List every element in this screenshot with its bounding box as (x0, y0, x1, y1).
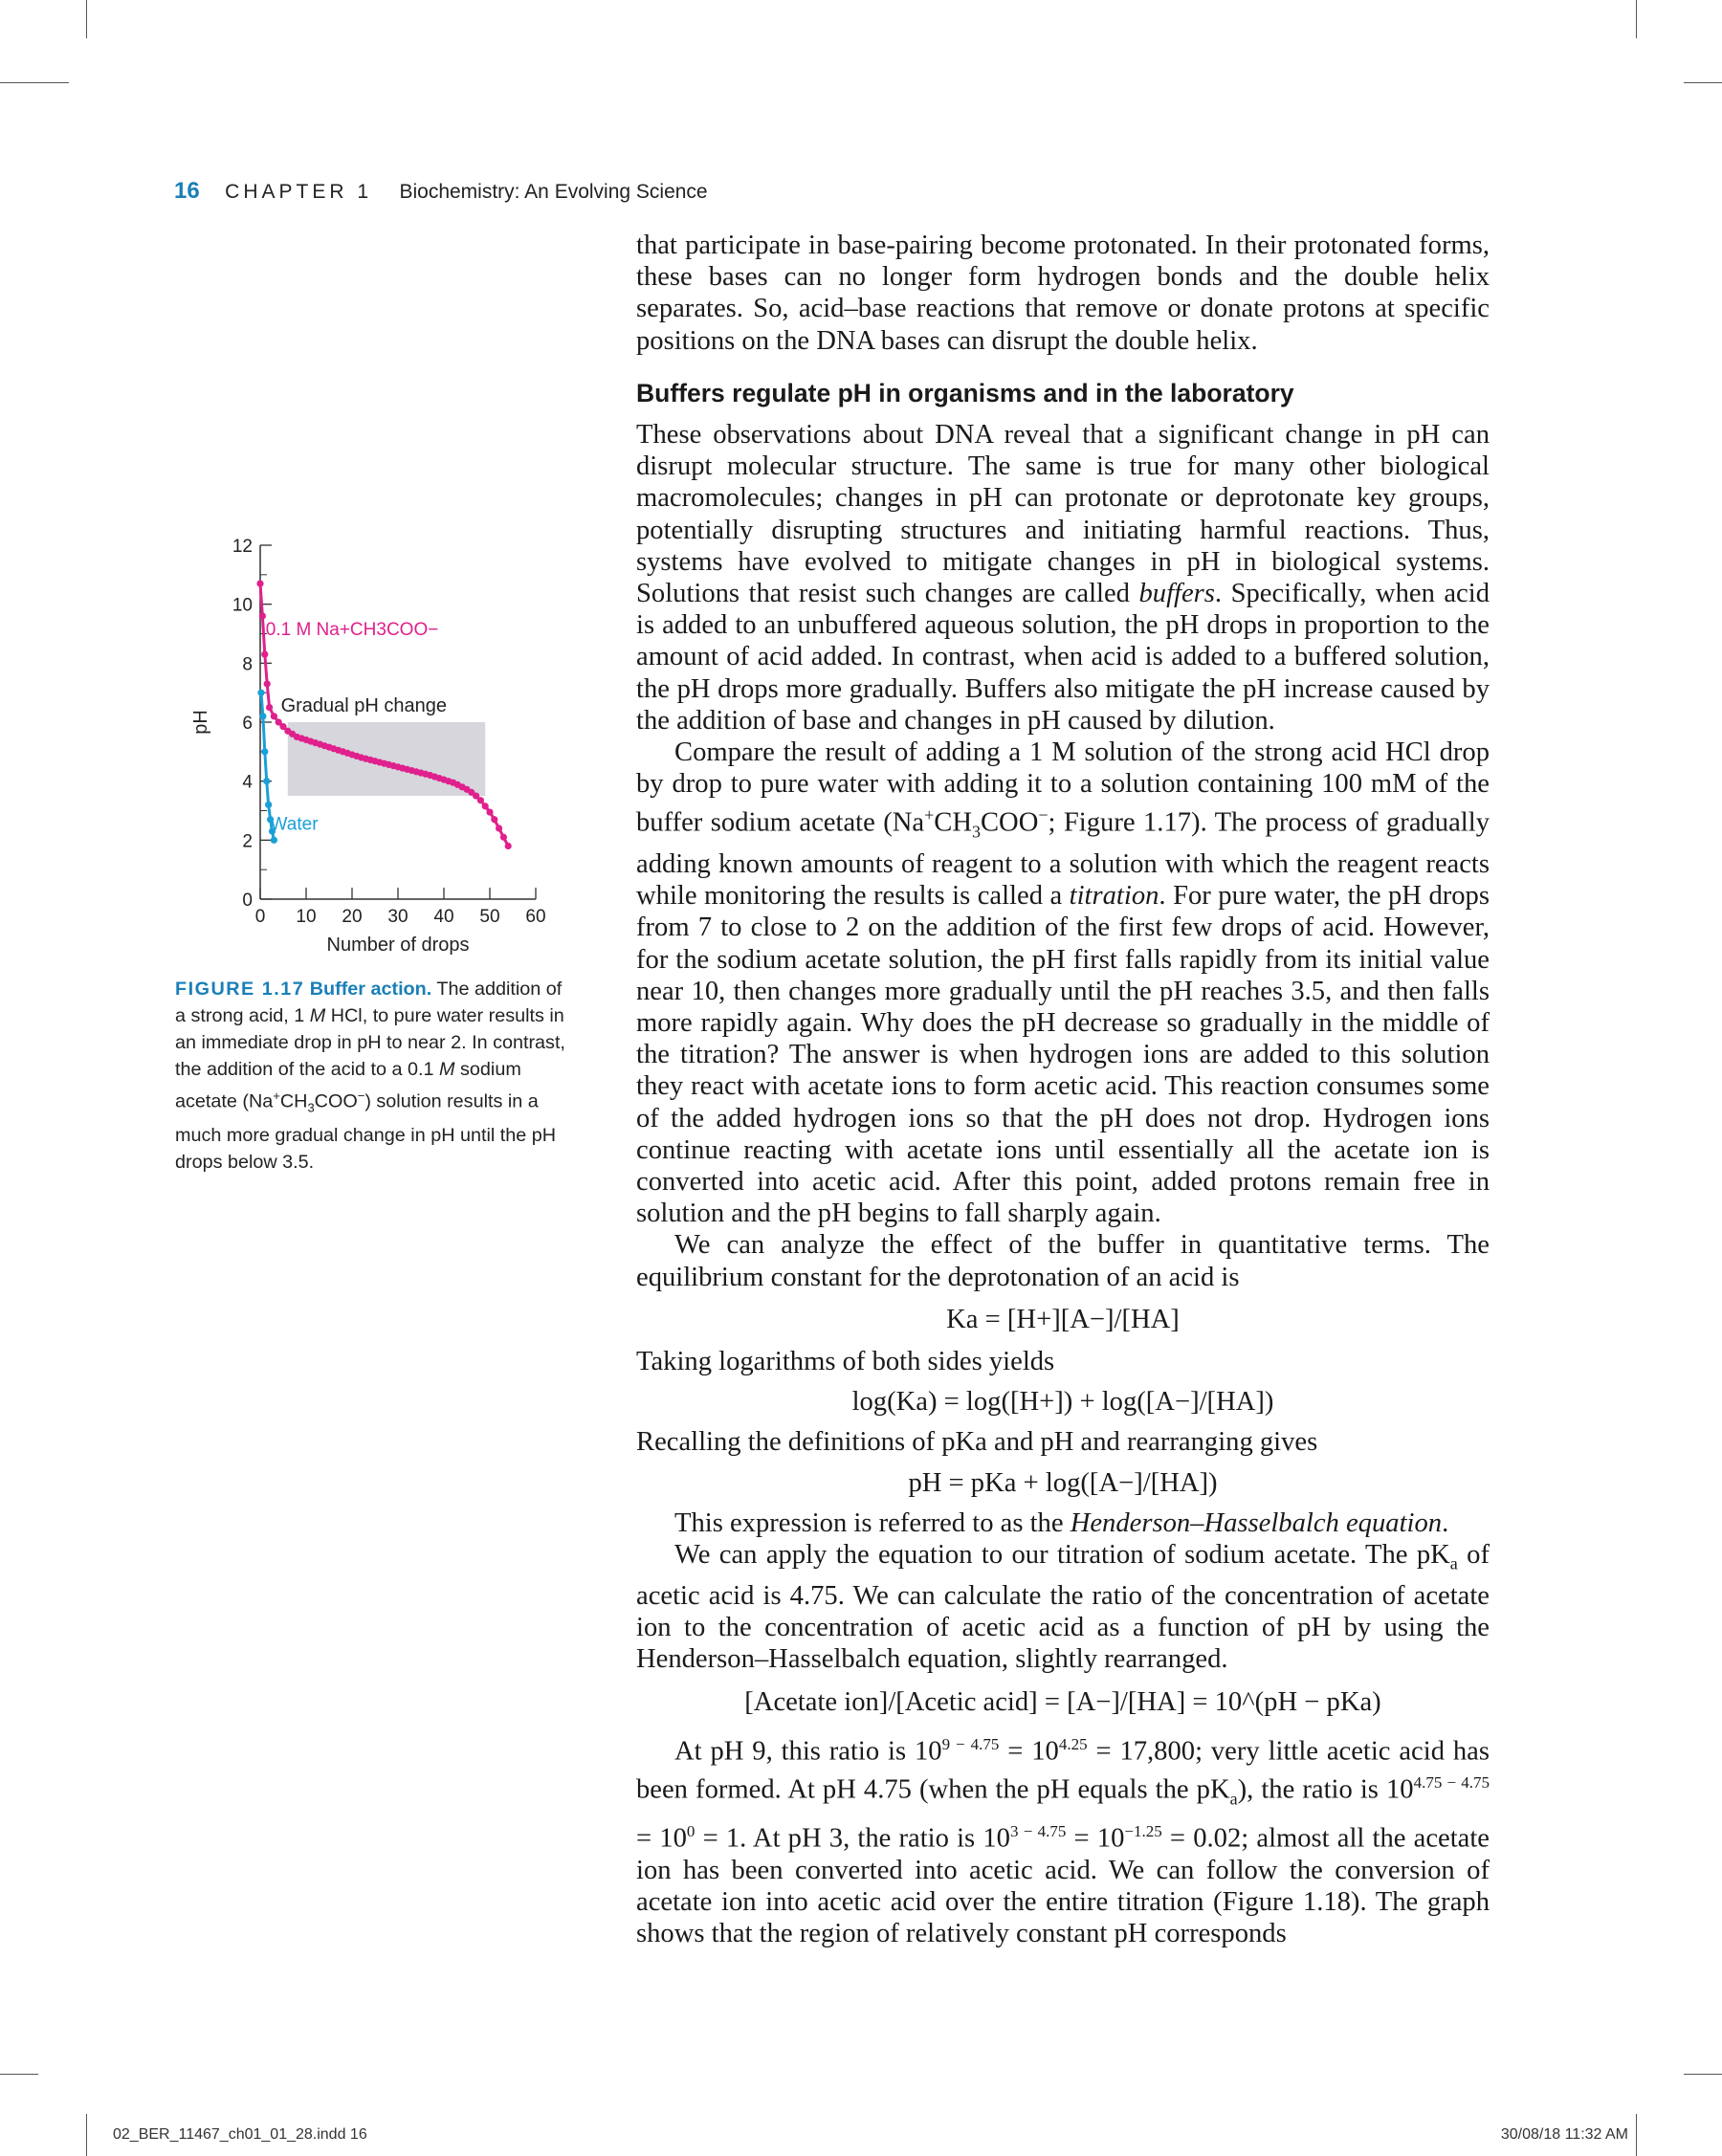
acetate-point (261, 650, 268, 657)
crop-mark (0, 82, 69, 83)
x-tick-label: 10 (296, 907, 317, 927)
y-tick-label: 8 (242, 654, 253, 675)
caption-text: The addition of a strong acid, 1 (175, 979, 563, 1026)
acetate-point (271, 713, 277, 719)
acetate-point (482, 803, 489, 809)
acetate-point (496, 825, 502, 831)
caption-molar: M (439, 1059, 455, 1080)
figure-title: Buffer action. (309, 979, 432, 1000)
body-text (636, 230, 1490, 1949)
footer-timestamp: 30/08/18 11:32 AM (1500, 2126, 1628, 2143)
x-tick-label: 20 (342, 907, 363, 927)
x-tick-label: 30 (387, 907, 408, 927)
figure-1-17-chart (188, 524, 580, 964)
crop-mark (1636, 2114, 1637, 2156)
y-tick-label: 6 (242, 714, 253, 734)
acetate-point (256, 580, 263, 586)
y-tick-label: 2 (242, 831, 253, 852)
x-tick-label: 0 (254, 907, 266, 927)
footer-file-slug: 02_BER_11467_ch01_01_28.indd 16 (113, 2126, 367, 2143)
water-point (271, 837, 277, 844)
paragraph: Compare the result of adding a 1 M solution of the strong acid HCl drop by drop to pure water with adding it to a solution containing 100 mM of the buffer sodium acetate ($Na^+CH_3COO^-$; Figure 1.17). The process of gradually adding known amounts of reagent to a solution with which the reagent reacts while monitoring the results is called a titration. For pure water, the pH drops from 7 to close to 2 on the addition of the first few drops of acid. However, for the sodium acetate solution, the pH first falls rapidly from its initial value near 10, then changes more gradually until the pH reaches 3.5, and then falls more rapidly again. Why does the pH decrease so gradually in the middle of the titration? The answer is when hydrogen ions are added to this solution they react with acetate ions to form acetic acid. This reaction consumes some of the added hydrogen ions so that the pH does not drop. Hydrogen ions continue reacting with acetate ions until essentially all the acetate ion is converted into acetic acid. After this point, added protons remain free in solution and the pH begins to fall sharply again. (636, 737, 1490, 1229)
running-header (174, 178, 708, 205)
gradual-change-label: Gradual pH change (280, 695, 448, 717)
figure-label: FIGURE 1.17 (175, 979, 305, 1000)
equation-henderson: pH = pKa + log([A−]/[HA]) (908, 1467, 1218, 1498)
caption-text: HCl, to pure water results in an immediate drop in pH to near 2. In contrast, the addition of the acid to a 0.1 (175, 1005, 565, 1080)
acetate-point (477, 797, 484, 803)
y-tick-label: 12 (232, 537, 253, 557)
equation-log: log(Ka) = log([H+]) + log([A−]/[HA]) (851, 1387, 1274, 1418)
figure-caption: FIGURE 1.17 Buffer action. The addition of a strong acid, 1 M HCl, to pure water results in an immediate drop in pH to near 2. In contrast, the addition of the acid to a 0.1 M sodium acetate $(Na^+CH_3COO^-)$ solution results in a much more gradual change in pH until the pH drops below 3.5. (175, 979, 565, 1173)
crop-mark (1684, 82, 1722, 83)
caption-text: COO (314, 1090, 358, 1112)
equation-ratio: [Acetate ion]/[Acetic acid] = [A−]/[HA] = 10^(pH − pKa) (744, 1686, 1381, 1717)
water-point (261, 748, 268, 755)
paragraph: At pH 9, this ratio is $10^{9 - 4.75} = 10^{4.25} = 17,800$; very little acetic acid has been formed. At pH 4.75 (when the pH equals the $pK_a$), the ratio is $10^{4.75 - 4.75} = 10^0 = 1$. At pH 3, the ratio is $10^{3 - 4.75} = 10^{-1.25} = 0.02$; almost all the acetate ion has been converted into acetic acid. We can follow the conversion of acetate ion into acetic acid over the entire titration (Figure 1.18). The graph shows that the region of relatively constant pH corresponds (636, 1734, 1490, 1949)
paragraph: Taking logarithms of both sides yields (636, 1346, 1055, 1376)
crop-mark (0, 2074, 38, 2075)
y-axis-label: pH (190, 710, 211, 735)
paragraph: We can analyze the effect of the buffer in quantitative terms. The equilibrium constant for the deprotonation of an acid is (636, 1230, 1490, 1292)
paragraph: These observations about DNA reveal that a significant change in pH can disrupt molecular structure. The same is true for many other biological macromolecules; changes in pH can protonate or deprotonate key groups, potentially disrupting structures and initiating harmful reactions. Thus, systems have evolved to mitigate changes in pH in biological systems. Solutions that resist such changes are called buffers. Specifically, when acid is added to an unbuffered aqueous solution, the pH drops in proportion to the amount of acid added. In contrast, when acid is added to a buffered solution, the pH drops more gradually. Buffers also mitigate the pH increase caused by the addition of base and changes in pH caused by dilution. (636, 420, 1490, 736)
water-point (259, 713, 266, 719)
section-heading: Buffers regulate pH in organisms and in the laboratory (636, 378, 1294, 407)
acetate-series-label: 0.1 M Na+CH3COO− (265, 620, 439, 641)
acetate-point (259, 612, 266, 619)
paragraph: Recalling the definitions of pKa and pH and rearranging gives (636, 1427, 1318, 1458)
titration-chart (188, 524, 580, 964)
x-tick-label: 40 (433, 907, 454, 927)
chapter-label: CHAPTER 1 (225, 181, 373, 203)
paragraph: We can apply the equation to our titration of sodium acetate. The $pK_a$ of acetic acid is 4.75. We can calculate the ratio of the concentration of acetate ion to the concentration of acetic acid as a function of pH by using the Henderson–Hasselbalch equation, slightly rearranged. (636, 1539, 1490, 1675)
caption-text: CH (279, 1090, 308, 1112)
y-tick-label: 4 (242, 772, 253, 793)
acetate-point (505, 843, 512, 849)
y-tick-label: 0 (242, 891, 253, 911)
water-point (257, 690, 264, 696)
crop-mark (1636, 0, 1637, 38)
x-axis-label: Number of drops (326, 935, 470, 956)
crop-mark (1684, 2074, 1722, 2075)
crop-mark (86, 0, 87, 38)
crop-mark (86, 2114, 87, 2156)
water-point (265, 802, 272, 808)
equation-ka: Ka = [H+][A−]/[HA] (946, 1304, 1180, 1334)
acetate-point (264, 680, 271, 687)
water-series-label: Water (270, 814, 319, 835)
x-tick-label: 60 (525, 907, 546, 927)
acetate-point (500, 834, 507, 841)
acetate-point (486, 808, 493, 815)
y-tick-label: 10 (232, 595, 253, 616)
paragraph: that participate in base-pairing become protonated. In their protonated forms, these bases can no longer form hydrogen bonds and the double helix separates. So, acid–base reactions that remove or donate protons at specific positions on the DNA bases can disrupt the double helix. (636, 231, 1490, 356)
book-title: Biochemistry: An Evolving Science (399, 181, 708, 203)
x-tick-label: 50 (479, 907, 500, 927)
paragraph: This expression is referred to as the Henderson–Hasselbalch equation. (674, 1507, 1449, 1538)
water-point (263, 778, 270, 784)
caption-text: sodium acetate (Na (175, 1059, 521, 1112)
acetate-point (491, 816, 497, 823)
page-number: 16 (174, 178, 200, 204)
acetate-point (266, 704, 273, 711)
caption-text: ) solution results in a much more gradual change in pH until the pH drops below 3.5. (175, 1090, 557, 1173)
caption-molar: M (309, 1005, 326, 1026)
